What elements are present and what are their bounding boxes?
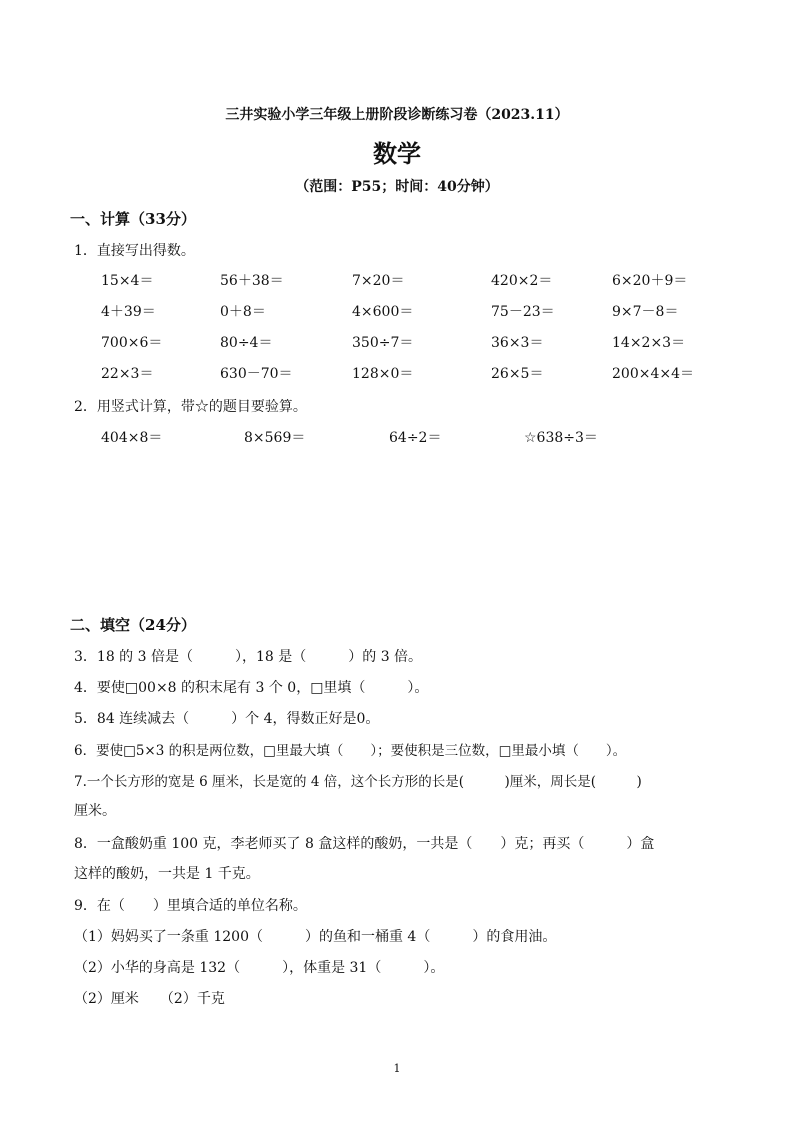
calc-item: 4＋39＝: [101, 304, 156, 320]
exam-scope: （范围：P55；时间：40分钟）: [295, 179, 499, 195]
question-9-part-1: （1）妈妈买了一条重 1200（ ）的鱼和一桶重 4（ ）的食用油。: [74, 929, 557, 945]
vertical-calc-item: 64÷2＝: [389, 430, 442, 446]
calc-item: 26×5＝: [491, 366, 544, 382]
question-5: 5．84 连续减去（ ）个 4，得数正好是0。: [74, 711, 380, 727]
question-8-continued: 这样的酸奶，一共是 1 千克。: [74, 866, 260, 882]
question-2-text: 2．用竖式计算，带☆的题目要验算。: [74, 399, 307, 415]
question-9-answers: （2）厘米 （2）千克: [74, 991, 225, 1007]
question-3: 3．18 的 3 倍是（ ），18 是（ ）的 3 倍。: [74, 649, 423, 665]
exam-title: 三井实验小学三年级上册阶段诊断练习卷（2023.11）: [225, 107, 569, 123]
calc-item: 80÷4＝: [220, 335, 273, 351]
calc-item: 4×600＝: [352, 304, 414, 320]
calc-item: 200×4×4＝: [612, 366, 694, 382]
question-9: 9．在（ ）里填合适的单位名称。: [74, 898, 307, 914]
calc-item: 15×4＝: [101, 273, 154, 289]
calc-item: 56＋38＝: [220, 273, 284, 289]
calc-item: 420×2＝: [491, 273, 553, 289]
question-7-continued: 厘米。: [74, 803, 116, 819]
calc-row-3: [0, 332, 794, 352]
calc-item: 9×7－8＝: [612, 304, 679, 320]
calc-row-2: [0, 301, 794, 321]
calc-item: 630－70＝: [220, 366, 293, 382]
question-1-text: 1．直接写出得数。: [74, 243, 195, 259]
question-9-part-2: （2）小华的身高是 132（ ），体重是 31（ ）。: [74, 960, 445, 976]
question-7: 7.一个长方形的宽是 6 厘米，长是宽的 4 倍，这个长方形的长是( )厘米，周长是( ): [74, 774, 642, 790]
calc-item: 22×3＝: [101, 366, 154, 382]
calc-item: 350÷7＝: [352, 335, 414, 351]
vertical-calc-row: [0, 427, 794, 447]
vertical-calc-item: ☆638÷3＝: [524, 430, 598, 446]
page-number: 1: [393, 1062, 401, 1075]
question-6: 6．要使□5×3 的积是两位数，□里最大填（ ）；要使积是三位数，□里最小填（ ）。: [74, 743, 627, 759]
calc-item: 14×2×3＝: [612, 335, 686, 351]
calc-row-4: [0, 363, 794, 383]
calc-row-1: [0, 270, 794, 290]
calc-item: 700×6＝: [101, 335, 163, 351]
calc-item: 75－23＝: [491, 304, 555, 320]
question-4: 4．要使□00×8 的积末尾有 3 个 0，□里填（ ）。: [74, 680, 429, 696]
calc-item: 0＋8＝: [220, 304, 266, 320]
calc-item: 128×0＝: [352, 366, 414, 382]
vertical-calc-item: 404×8＝: [101, 430, 163, 446]
calc-item: 6×20＋9＝: [612, 273, 688, 289]
vertical-calc-item: 8×569＝: [244, 430, 306, 446]
section-1-heading: 一、计算（33分）: [70, 210, 196, 228]
calc-item: 36×3＝: [491, 335, 544, 351]
calc-item: 7×20＝: [352, 273, 405, 289]
subject-title: 数学: [373, 139, 421, 168]
question-8: 8．一盒酸奶重 100 克，李老师买了 8 盒这样的酸奶，一共是（ ）克；再买（ ）盒: [74, 836, 655, 852]
section-2-heading: 二、填空（24分）: [70, 616, 196, 634]
